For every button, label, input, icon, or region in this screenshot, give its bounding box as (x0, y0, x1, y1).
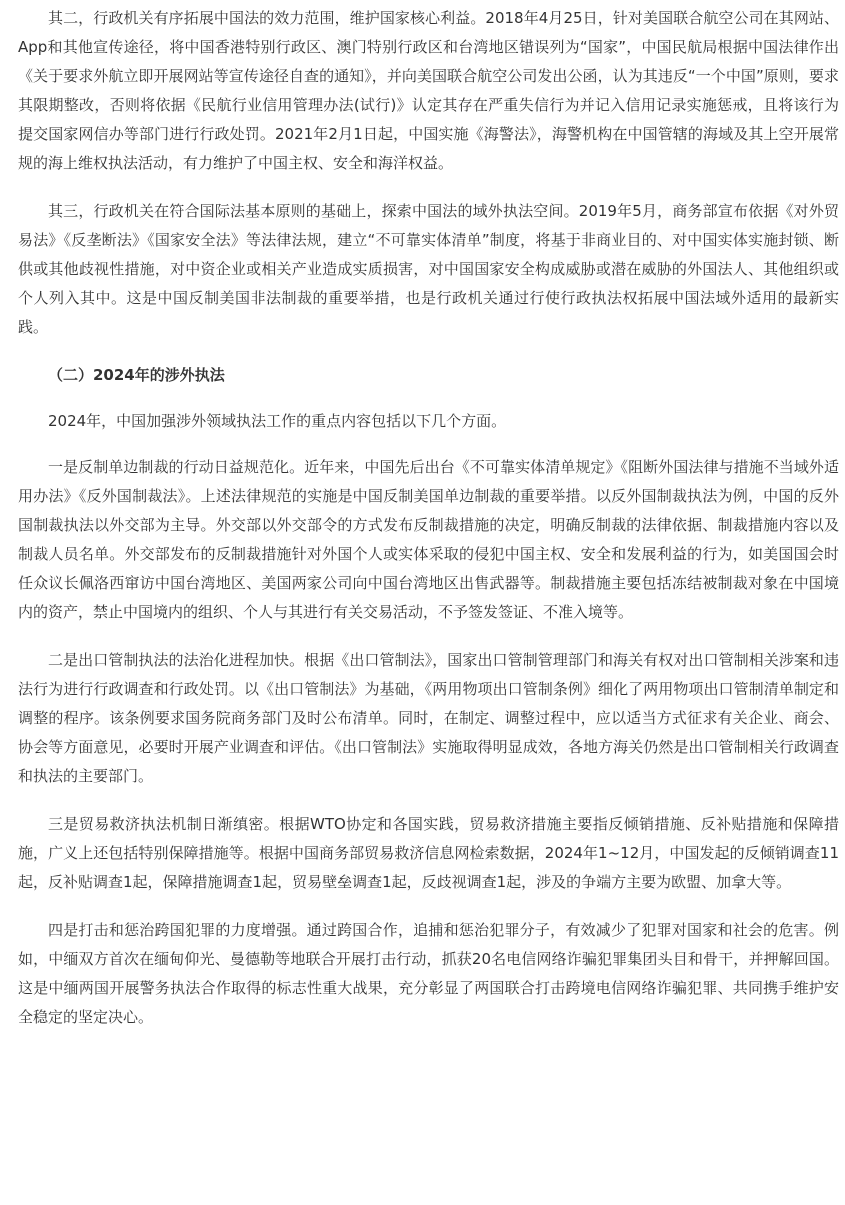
paragraph-overview: 2024年，中国加强涉外领域执法工作的重点内容包括以下几个方面。 (48, 412, 507, 430)
paragraph-export-control: 二是出口管制执法的法治化进程加快。根据《出口管制法》，国家出口管制管理部门和海关有权对出口管制相关涉案和违法行为进行行政调查和行政处罚。以《出口管制法》为基础，《两用物项出口管制条例》细化了两用物项出口管制清单制定和调整的程序。该条例要求国务院商务部门及时公布清单。同时，在制定、调整过程中，应以适当方式征求有关企业、商会、协会等方面意见，必要时开展产业调查和评估。《出口管制法》实施取得明显成效，各地方海关仍然是出口管制相关行政调查和执法的主要部门。 (18, 651, 839, 785)
paragraph-transnational-crime: 四是打击和惩治跨国犯罪的力度增强。通过跨国合作，追捕和惩治犯罪分子，有效减少了犯罪对国家和社会的危害。例如，中缅双方首次在缅甸仰光、曼德勒等地联合开展打击行动，抓获20名电信网络诈骗犯罪集团头目和骨干，并押解回国。这是中缅两国开展警务执法合作取得的标志性重大战果，充分彰显了两国联合打击跨境电信网络诈骗犯罪、共同携手维护安全稳定的坚定决心。 (18, 921, 839, 1026)
section-heading: （二）2024年的涉外执法 (48, 366, 225, 384)
paragraph-qi-san: 其三，行政机关在符合国际法基本原则的基础上，探索中国法的域外执法空间。2019年5月，商务部宣布依据《对外贸易法》《反垄断法》《国家安全法》等法律法规，建立“不可靠实体清单”制度，将基于非商业目的、对中国实体实施封锁、断供或其他歧视性措施，对中资企业或相关产业造成实质损害，对中国国家安全构成威胁或潜在威胁的外国法人、其他组织或个人列入其中。这是中国反制美国非法制裁的重要举措，也是行政机关通过行使行政执法权拓展中国法域外适用的最新实践。 (18, 202, 839, 336)
paragraph-trade-remedy: 三是贸易救济执法机制日渐缜密。根据WTO协定和各国实践，贸易救济措施主要指反倾销措施、反补贴措施和保障措施，广义上还包括特别保障措施等。根据中国商务部贸易救济信息网检索数据，2024年1~12月，中国发起的反倾销调查11起，反补贴调查1起，保障措施调查1起，贸易壁垒调查1起，反歧视调查1起，涉及的争端方主要为欧盟、加拿大等。 (18, 815, 839, 891)
paragraph-qi-er: 其二，行政机关有序拓展中国法的效力范围，维护国家核心利益。2018年4月25日，针对美国联合航空公司在其网站、App和其他宣传途径，将中国香港特别行政区、澳门特别行政区和台湾地区错误列为“国家”，中国民航局根据中国法律作出《关于要求外航立即开展网站等宣传途径自查的通知》，并向美国联合航空公司发出公函，认为其违反“一个中国”原则，要求其限期整改，否则将依据《民航行业信用管理办法(试行)》认定其存在严重失信行为并记入信用记录实施惩戒，且将该行为提交国家网信办等部门进行行政处罚。2021年2月1日起，中国实施《海警法》，海警机构在中国管辖的海域及其上空开展常规的海上维权执法活动，有力维护了中国主权、安全和海洋权益。 (18, 9, 839, 172)
paragraph-countersanctions: 一是反制单边制裁的行动日益规范化。近年来，中国先后出台《不可靠实体清单规定》《阻断外国法律与措施不当域外适用办法》《反外国制裁法》。上述法律规范的实施是中国反制美国单边制裁的重要举措。以反外国制裁执法为例，中国的反外国制裁执法以外交部为主导。外交部以外交部令的方式发布反制裁措施的决定，明确反制裁的法律依据、制裁措施内容以及制裁人员名单。外交部发布的反制裁措施针对外国个人或实体采取的侵犯中国主权、安全和发展利益的行为，如美国国会时任众议长佩洛西窜访中国台湾地区、美国两家公司向中国台湾地区出售武器等。制裁措施主要包括冻结被制裁对象在中国境内的资产，禁止中国境内的组织、个人与其进行有关交易活动，不予签发签证、不准入境等。 (18, 458, 839, 621)
